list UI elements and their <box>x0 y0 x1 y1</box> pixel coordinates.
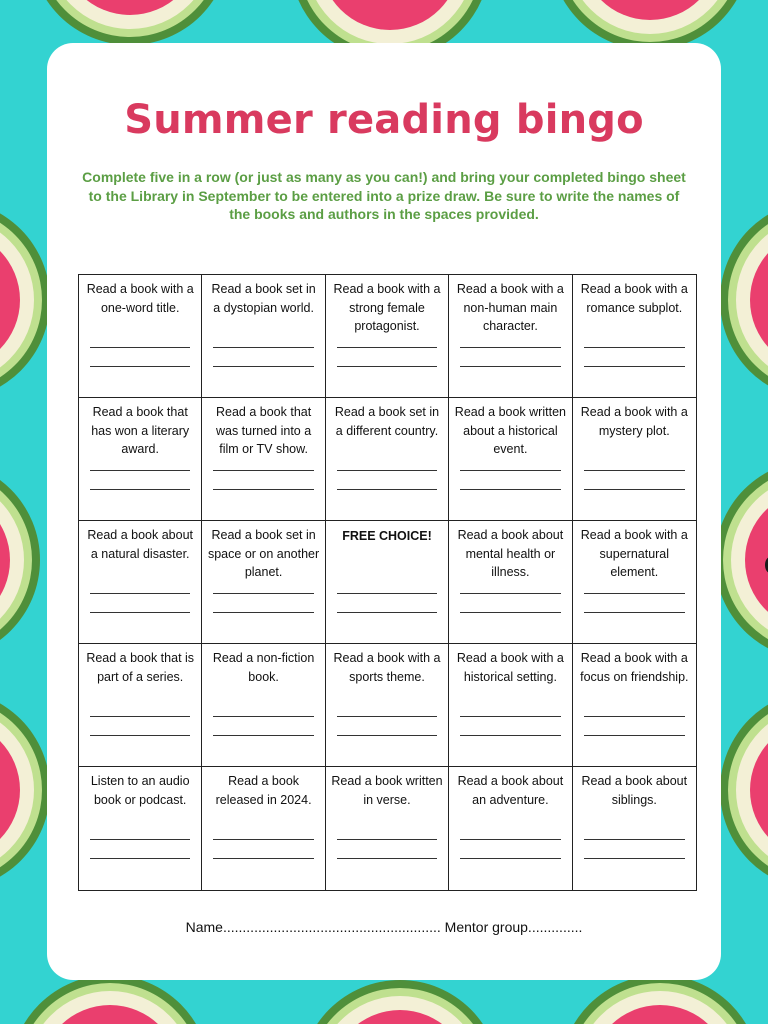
write-line <box>460 470 560 471</box>
bingo-prompt: Read a book that was turned into a film or TV show. <box>215 405 312 456</box>
write-line <box>460 735 560 736</box>
name-mentor-group-line[interactable]: Name........................................................ Mentor group.............. <box>185 919 583 935</box>
write-line <box>213 470 313 471</box>
write-line <box>337 347 437 348</box>
write-line <box>584 612 685 613</box>
bingo-cell[interactable] <box>202 398 325 521</box>
bingo-cell[interactable] <box>449 521 572 644</box>
bingo-prompt: Read a book released in 2024. <box>215 774 312 807</box>
bingo-cell[interactable] <box>449 644 572 767</box>
write-line <box>90 612 190 613</box>
write-line <box>584 858 685 859</box>
write-line <box>584 489 685 490</box>
bingo-prompt: Read a book about siblings. <box>581 774 688 807</box>
write-line <box>584 839 685 840</box>
bingo-grid <box>78 274 697 891</box>
bingo-prompt: Read a book about mental health or illness. <box>457 528 564 579</box>
write-line <box>460 716 560 717</box>
write-line <box>90 735 190 736</box>
bingo-cell[interactable] <box>573 767 696 890</box>
bingo-cell[interactable] <box>573 521 696 644</box>
write-line <box>584 366 685 367</box>
bingo-prompt: Read a book that has won a literary award. <box>91 405 190 456</box>
bingo-cell[interactable] <box>326 644 449 767</box>
write-line <box>460 612 560 613</box>
bingo-prompt: Read a book set in a dystopian world. <box>211 282 316 315</box>
bingo-cell[interactable] <box>573 644 696 767</box>
bingo-prompt: Listen to an audio book or podcast. <box>90 774 190 807</box>
bingo-cell[interactable] <box>79 767 202 890</box>
write-line <box>337 366 437 367</box>
bingo-prompt: Read a book with a historical setting. <box>456 651 564 684</box>
write-line <box>90 716 190 717</box>
write-line <box>584 470 685 471</box>
write-line <box>337 858 437 859</box>
write-line <box>460 366 560 367</box>
bingo-prompt: Read a book written in verse. <box>331 774 443 807</box>
write-line <box>90 347 190 348</box>
bingo-cell[interactable] <box>202 644 325 767</box>
bingo-prompt: Read a book with a mystery plot. <box>580 405 688 438</box>
write-line <box>90 858 190 859</box>
write-line <box>584 735 685 736</box>
bingo-cell-free-choice[interactable] <box>326 521 449 644</box>
write-line <box>337 716 437 717</box>
bingo-cell[interactable] <box>202 275 325 398</box>
bingo-prompt: Read a book about an adventure. <box>457 774 564 807</box>
bingo-cell[interactable] <box>202 521 325 644</box>
write-line <box>213 716 313 717</box>
bingo-cell[interactable] <box>449 398 572 521</box>
bingo-cell[interactable] <box>573 398 696 521</box>
bingo-prompt: Read a book set in a different country. <box>334 405 440 438</box>
bingo-prompt: Read a book with a focus on friendship. <box>580 651 689 684</box>
bingo-prompt: Read a non-fiction book. <box>212 651 315 684</box>
bingo-prompt: Read a book with a supernatural element. <box>580 528 688 579</box>
bingo-prompt: Read a book that is part of a series. <box>86 651 195 684</box>
write-line <box>460 347 560 348</box>
write-line <box>460 489 560 490</box>
write-line <box>337 489 437 490</box>
write-line <box>90 593 190 594</box>
write-line <box>337 612 437 613</box>
bingo-prompt: Read a book with a sports theme. <box>333 651 441 684</box>
bingo-prompt: Read a book with a strong female protagonist. <box>333 282 441 333</box>
bingo-prompt: Read a book about a natural disaster. <box>87 528 194 561</box>
write-line <box>584 347 685 348</box>
bingo-prompt: Read a book with a non-human main character. <box>456 282 564 333</box>
bingo-prompt: Read a book set in space or on another planet. <box>207 528 320 579</box>
write-line <box>213 366 313 367</box>
bingo-cell[interactable] <box>79 644 202 767</box>
bingo-prompt-free: FREE CHOICE! <box>342 529 432 543</box>
write-line <box>213 489 313 490</box>
bingo-cell[interactable] <box>449 275 572 398</box>
bingo-cell[interactable] <box>326 767 449 890</box>
instructions-text: Complete five in a row (or just as many as you can!) and bring your completed bingo sheet to the Library in September to be entered into a prize draw. Be sure to write the names of the books and authors in the spaces provided. <box>82 169 686 222</box>
write-line <box>90 489 190 490</box>
write-line <box>460 839 560 840</box>
write-line <box>584 593 685 594</box>
bingo-cell[interactable] <box>326 275 449 398</box>
write-line <box>213 612 313 613</box>
bingo-prompt: Read a book with a one-word title. <box>86 282 194 315</box>
bingo-cell[interactable] <box>449 767 572 890</box>
bingo-cell[interactable] <box>326 398 449 521</box>
write-line <box>584 716 685 717</box>
bingo-prompt: Read a book written about a historical event. <box>454 405 566 456</box>
bingo-cell[interactable] <box>573 275 696 398</box>
bingo-cell[interactable] <box>79 275 202 398</box>
write-line <box>90 366 190 367</box>
write-line <box>213 593 313 594</box>
write-line <box>337 593 437 594</box>
page-title: Summer reading bingo <box>124 97 644 143</box>
write-line <box>213 347 313 348</box>
write-line <box>213 839 313 840</box>
write-line <box>460 858 560 859</box>
bingo-cell[interactable] <box>79 521 202 644</box>
write-line <box>90 470 190 471</box>
write-line <box>90 839 190 840</box>
write-line <box>460 593 560 594</box>
write-line <box>337 470 437 471</box>
write-line <box>213 735 313 736</box>
bingo-prompt: Read a book with a romance subplot. <box>580 282 688 315</box>
bingo-cell[interactable] <box>79 398 202 521</box>
write-line <box>337 735 437 736</box>
bingo-cell[interactable] <box>202 767 325 890</box>
write-line <box>337 839 437 840</box>
write-line <box>213 858 313 859</box>
